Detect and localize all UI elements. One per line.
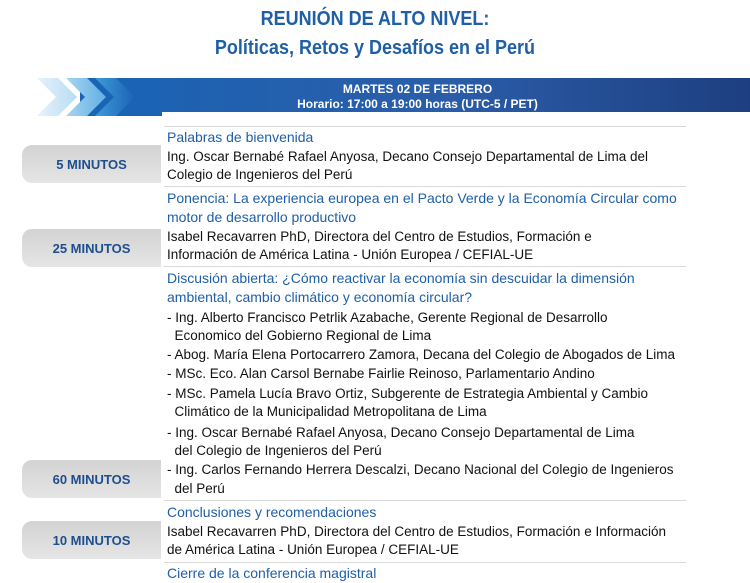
agenda-speaker-line: - MSc. Pamela Lucía Bravo Ortiz, Subgerente de Estrategia Ambiental y Cambio (167, 386, 648, 401)
agenda-item-title: Ponencia: La experiencia europea en el Pacto Verde y la Economía Circular como (167, 190, 677, 206)
agenda-speaker-line: - Ing. Alberto Francisco Petrlik Azabache, Gerente Regional de Desarrollo (167, 310, 608, 325)
duration-tab: 25 MINUTOS (22, 229, 161, 267)
agenda-item-title: ambiental, cambio climático y economía circular? (167, 289, 473, 305)
page-subtitle: Políticas, Retos y Desafíos en el Perú (214, 37, 536, 59)
agenda-speaker-line: Economico del Gobierno Regional de Lima (167, 328, 432, 343)
agenda-speaker-line: de América Latina - Unión Europea / CEFIAL-UE (167, 542, 459, 557)
agenda-speaker-line: del Perú (167, 481, 225, 496)
event-schedule: Horario: 17:00 a 19:00 horas (UTC-5 / PET) (297, 97, 538, 111)
agenda-speaker-line: Isabel Recavarren PhD, Directora del Centro de Estudios, Formación e (167, 229, 592, 244)
agenda-speaker-line: Isabel Recavarren PhD, Directora del Centro de Estudios, Formación e Información (167, 524, 666, 539)
row-separator (164, 126, 686, 127)
row-separator (164, 500, 686, 501)
agenda-item-title: Palabras de bienvenida (167, 129, 314, 145)
duration-tab: 5 MINUTOS (22, 145, 161, 183)
agenda-item-title: Discusión abierta: ¿Cómo reactivar la economía sin descuidar la dimensión (167, 270, 635, 286)
agenda-speaker-line: - Abog. María Elena Portocarrero Zamora, Decana del Colegio de Abogados de Lima (167, 347, 676, 362)
row-separator (164, 266, 686, 267)
agenda-speaker-line: Información de América Latina - Unión Europea / CEFIAL-UE (167, 247, 534, 262)
agenda-speaker-line: - Ing. Oscar Bernabé Rafael Anyosa, Decano Consejo Departamental de Lima (167, 425, 635, 440)
duration-tab: 60 MINUTOS (22, 460, 161, 498)
row-separator (164, 562, 686, 563)
agenda-speaker-line: Ing. Oscar Bernabé Rafael Anyosa, Decano Consejo Departamental de Lima del (167, 149, 649, 164)
agenda-item-title: Cierre de la conferencia magistral (167, 565, 377, 581)
agenda-speaker-line: Climático de la Municipalidad Metropolitana de Lima (167, 404, 487, 419)
agenda-speaker-line: - Ing. Carlos Fernando Herrera Descalzi, Decano Nacional del Colegio de Ingenieros (167, 462, 674, 477)
agenda-item-title: motor de desarrollo productivo (167, 209, 357, 225)
agenda-speaker-line: Colegio de Ingenieros del Perú (167, 167, 353, 182)
agenda-item-title: Conclusiones y recomendaciones (167, 504, 377, 520)
chevron-arrows-icon (0, 76, 165, 118)
agenda-speaker-line: del Colegio de Ingenieros del Perú (167, 443, 382, 458)
row-separator (164, 186, 686, 187)
event-date: MARTES 02 DE FEBRERO (342, 82, 493, 96)
agenda-speaker-line: - MSc. Eco. Alan Carsol Bernabe Fairlie Reinoso, Parlamentario Andino (167, 366, 595, 381)
date-banner (80, 78, 750, 112)
duration-tab: 10 MINUTOS (22, 521, 161, 559)
page-title: REUNIÓN DE ALTO NIVEL: (260, 8, 490, 30)
